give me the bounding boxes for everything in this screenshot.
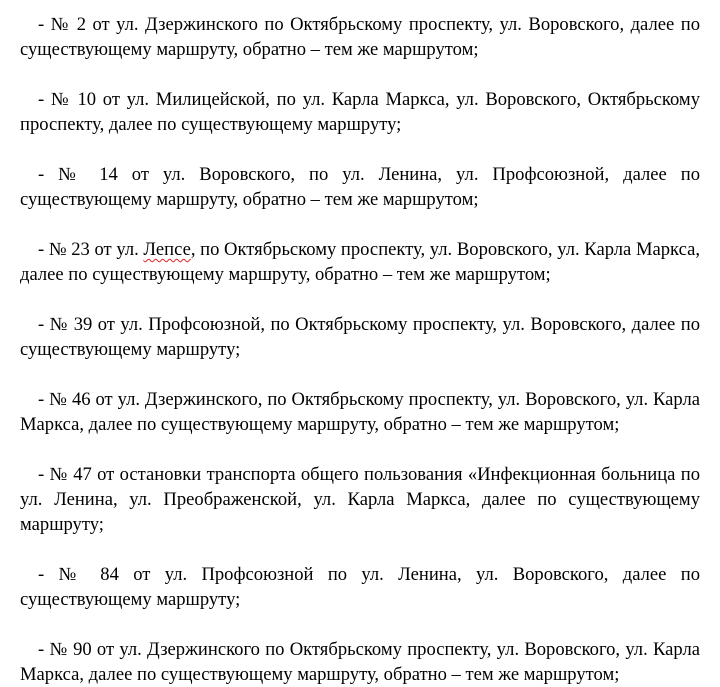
route-item-46: - № 46 от ул. Дзержинского, по Октябрьскому проспекту, ул. Воровского, ул. Карла Маркса, далее по существующему маршруту, обратно – тем же маршрутом; bbox=[20, 389, 700, 435]
spellcheck-flagged-word: Лепсе bbox=[143, 239, 191, 260]
route-item-10: - № 10 от ул. Милицейской, по ул. Карла Маркса, ул. Воровского, Октябрьскому проспекту, далее по существующему маршруту; bbox=[20, 89, 700, 135]
route-item-2: - № 2 от ул. Дзержинского по Октябрьскому проспекту, ул. Воровского, далее по существующему маршруту, обратно – тем же маршрутом; bbox=[20, 14, 700, 60]
route-item-23-start: - № 23 от ул. bbox=[38, 239, 144, 260]
route-item-84: - № 84 от ул. Профсоюзной по ул. Ленина, ул. Воровского, далее по существующему маршруту; bbox=[20, 564, 700, 610]
route-item-23-end: , по Октябрьскому проспекту, ул. Воровского, ул. Карла Маркса, далее по существующему маршруту, обратно – тем же маршрутом; bbox=[20, 239, 700, 285]
route-item-39: - № 39 от ул. Профсоюзной, по Октябрьскому проспекту, ул. Воровского, далее по существующему маршруту; bbox=[20, 314, 700, 360]
route-item-47: - № 47 от остановки транспорта общего пользования «Инфекционная больница по ул. Ленина, ул. Преображенской, ул. Карла Маркса, далее по существующему маршруту; bbox=[20, 464, 700, 535]
route-item-90: - № 90 от ул. Дзержинского по Октябрьскому проспекту, ул. Воровского, ул. Карла Маркса, далее по существующему маршруту, обратно – тем же маршрутом; bbox=[20, 639, 700, 685]
route-item-23 bbox=[20, 237, 700, 287]
route-item-14: - № 14 от ул. Воровского, по ул. Ленина, ул. Профсоюзной, далее по существующему маршруту, обратно – тем же маршрутом; bbox=[20, 164, 700, 210]
